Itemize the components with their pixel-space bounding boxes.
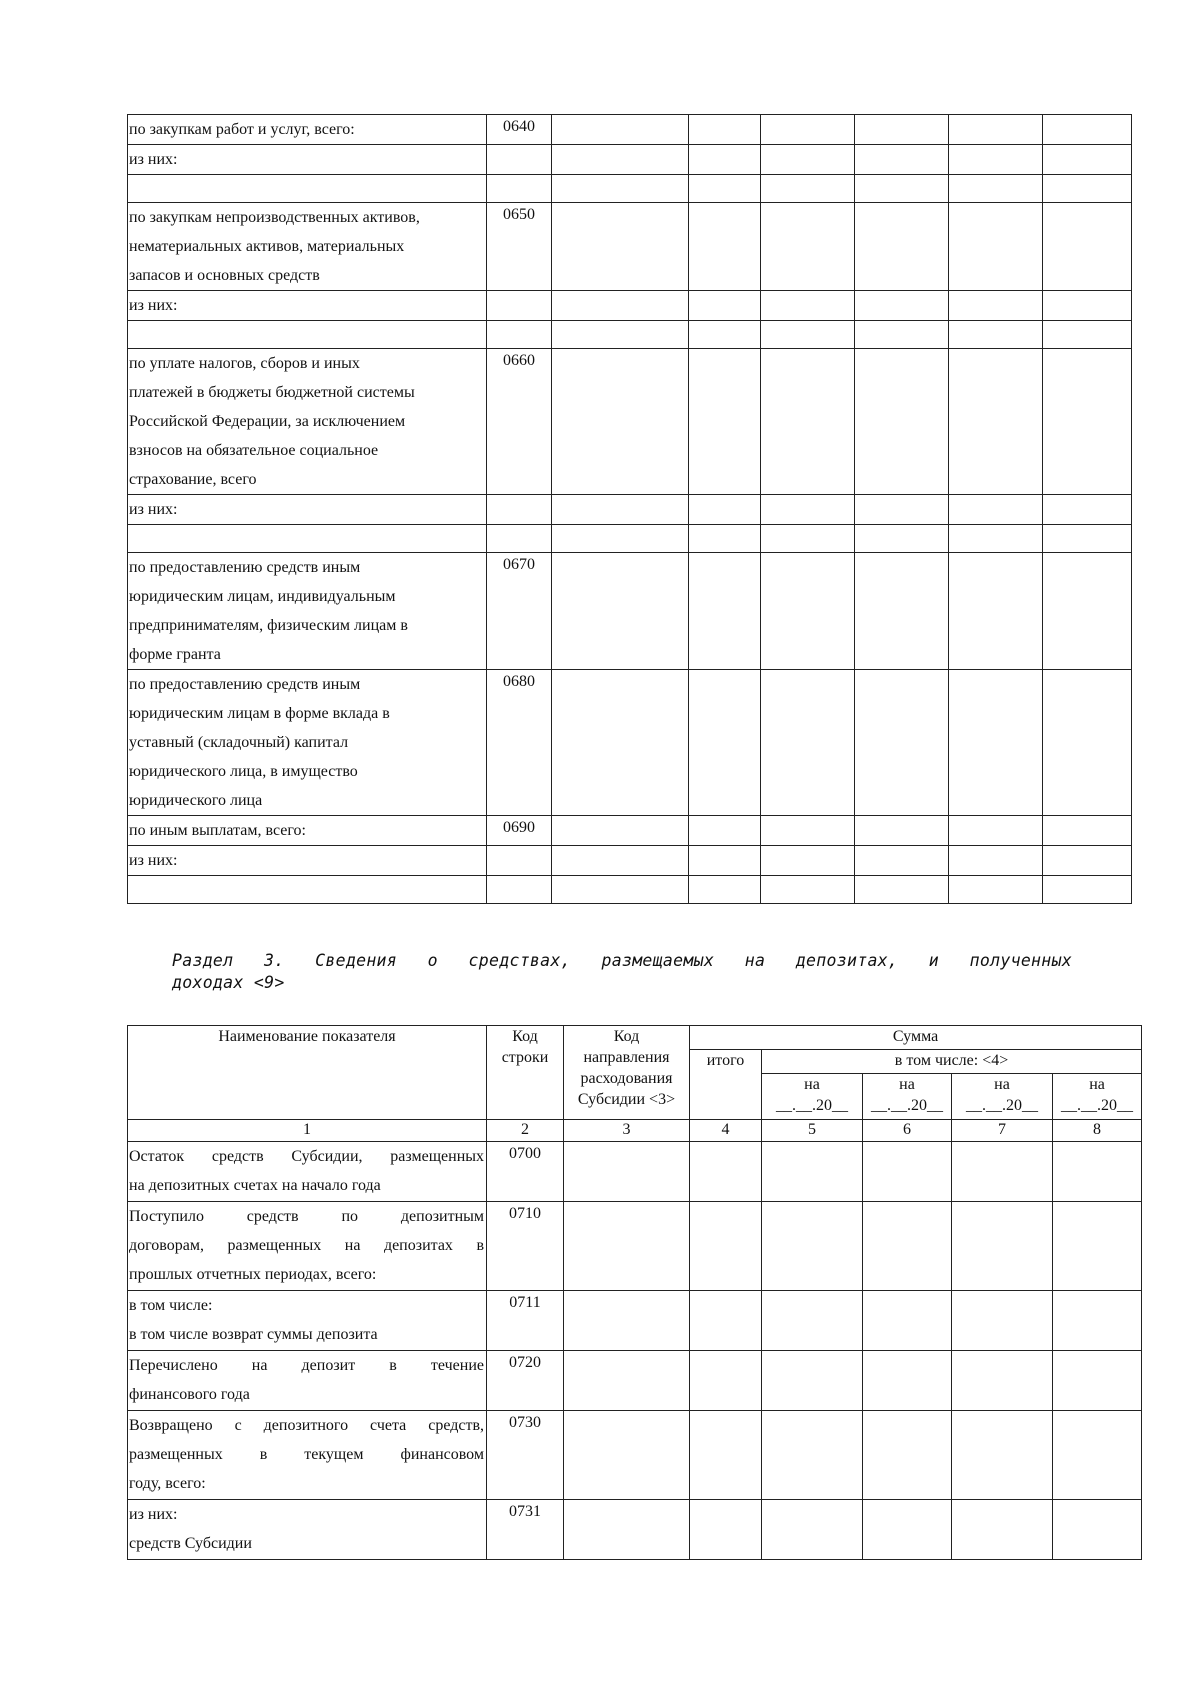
indicator-name xyxy=(128,670,487,816)
header-date-col7 xyxy=(952,1074,1053,1120)
value-cell xyxy=(952,1202,1053,1291)
row-code xyxy=(487,175,552,203)
table-row xyxy=(128,291,1132,321)
indicator-name xyxy=(128,1500,487,1560)
value-cell xyxy=(761,321,855,349)
table-row xyxy=(128,553,1132,670)
value-cell xyxy=(949,115,1043,145)
value-cell xyxy=(855,846,949,876)
header-direction-line1: Код xyxy=(613,1028,640,1045)
value-cell xyxy=(761,145,855,175)
value-cell xyxy=(855,525,949,553)
indicator-name xyxy=(128,1411,487,1500)
value-cell xyxy=(689,203,761,291)
section-3-title xyxy=(172,950,1072,994)
value-cell xyxy=(1043,846,1132,876)
indicator-name-line: из них: xyxy=(129,297,178,314)
column-number: 3 xyxy=(564,1120,690,1142)
table-row xyxy=(128,321,1132,349)
row-code xyxy=(487,525,552,553)
indicator-name xyxy=(128,145,487,175)
value-cell xyxy=(552,175,689,203)
row-code xyxy=(487,846,552,876)
value-cell xyxy=(552,115,689,145)
value-cell xyxy=(1043,115,1132,145)
indicator-name-line: договорам, размещенных на депозитах в xyxy=(129,1237,484,1254)
indicator-name-line: Перечислено на депозит в течение xyxy=(129,1357,484,1374)
table-row xyxy=(128,816,1132,846)
value-cell xyxy=(855,203,949,291)
value-cell xyxy=(863,1411,952,1500)
value-cell xyxy=(552,846,689,876)
header-date-col6 xyxy=(863,1074,952,1120)
header-direction-line4: Субсидии <3> xyxy=(577,1091,676,1108)
indicator-name xyxy=(128,1202,487,1291)
value-cell xyxy=(949,145,1043,175)
table-row xyxy=(128,115,1132,145)
row-code: 0700 xyxy=(487,1142,564,1202)
value-cell xyxy=(552,203,689,291)
indicator-name-line: Поступило средств по депозитным xyxy=(129,1208,484,1225)
value-cell xyxy=(1043,670,1132,816)
value-cell xyxy=(1043,145,1132,175)
table-row xyxy=(128,1411,1142,1500)
value-cell xyxy=(855,876,949,904)
indicator-name xyxy=(128,349,487,495)
value-cell xyxy=(761,816,855,846)
value-cell xyxy=(1043,495,1132,525)
value-cell xyxy=(855,349,949,495)
value-cell xyxy=(564,1351,690,1411)
header-row-code xyxy=(487,1026,564,1120)
indicator-name-line: Возвращено с депозитного счета средств, xyxy=(129,1417,484,1434)
value-cell xyxy=(949,816,1043,846)
value-cell xyxy=(949,495,1043,525)
table-row xyxy=(128,175,1132,203)
value-cell xyxy=(564,1500,690,1560)
value-cell xyxy=(689,145,761,175)
table-row xyxy=(128,349,1132,495)
value-cell xyxy=(855,670,949,816)
indicator-name-line: по предоставлению средств иным xyxy=(129,559,361,576)
value-cell xyxy=(949,553,1043,670)
value-cell xyxy=(564,1411,690,1500)
indicator-name-line: из них: xyxy=(129,852,178,869)
value-cell xyxy=(564,1202,690,1291)
value-cell xyxy=(1043,321,1132,349)
value-cell xyxy=(1043,291,1132,321)
table-row xyxy=(128,495,1132,525)
indicator-name-line: средств Субсидии xyxy=(129,1535,252,1552)
value-cell xyxy=(761,525,855,553)
row-code: 0730 xyxy=(487,1411,564,1500)
value-cell xyxy=(552,145,689,175)
indicator-name xyxy=(128,115,487,145)
value-cell xyxy=(761,175,855,203)
section-3-title-line2: доходах <9> xyxy=(172,973,285,992)
value-cell xyxy=(762,1351,863,1411)
indicator-name-line: форме гранта xyxy=(129,646,221,663)
value-cell xyxy=(952,1411,1053,1500)
column-number: 7 xyxy=(952,1120,1053,1142)
value-cell xyxy=(689,321,761,349)
row-code: 0690 xyxy=(487,816,552,846)
indicator-name-line: юридического лица xyxy=(129,792,263,809)
indicator-name-line: юридическим лицам, индивидуальным xyxy=(129,588,396,605)
value-cell xyxy=(1043,876,1132,904)
value-cell xyxy=(1053,1202,1142,1291)
indicator-name-line: по иным выплатам, всего: xyxy=(129,822,306,839)
table-row xyxy=(128,1351,1142,1411)
column-number: 1 xyxy=(128,1120,487,1142)
value-cell xyxy=(1043,203,1132,291)
row-code: 0660 xyxy=(487,349,552,495)
row-code xyxy=(487,876,552,904)
value-cell xyxy=(689,816,761,846)
value-cell xyxy=(761,846,855,876)
row-code xyxy=(487,291,552,321)
value-cell xyxy=(863,1500,952,1560)
value-cell xyxy=(690,1411,762,1500)
indicator-name xyxy=(128,1142,487,1202)
row-code xyxy=(487,321,552,349)
header-date-value: __.__.20__ xyxy=(1061,1097,1134,1114)
value-cell xyxy=(552,349,689,495)
value-cell xyxy=(949,876,1043,904)
header-direction-line2: направления xyxy=(583,1049,670,1066)
value-cell xyxy=(855,321,949,349)
indicator-name-line: в том числе возврат суммы депозита xyxy=(129,1326,378,1343)
value-cell xyxy=(761,495,855,525)
value-cell xyxy=(689,291,761,321)
value-cell xyxy=(761,553,855,670)
indicator-name xyxy=(128,495,487,525)
value-cell xyxy=(1043,553,1132,670)
row-code: 0680 xyxy=(487,670,552,816)
value-cell xyxy=(552,525,689,553)
indicator-name-line: размещенных в текущем финансовом xyxy=(129,1446,484,1463)
table-row xyxy=(128,1142,1142,1202)
indicator-name-line: по закупкам работ и услуг, всего: xyxy=(129,121,355,138)
indicator-name-line: по уплате налогов, сборов и иных xyxy=(129,355,360,372)
value-cell xyxy=(1043,816,1132,846)
expenses-table-continued xyxy=(127,114,1132,904)
header-date-value: __.__.20__ xyxy=(966,1097,1038,1114)
value-cell xyxy=(552,291,689,321)
value-cell xyxy=(552,816,689,846)
value-cell xyxy=(552,553,689,670)
value-cell xyxy=(1053,1291,1142,1351)
value-cell xyxy=(855,553,949,670)
indicator-name xyxy=(128,525,487,553)
indicator-name-line: на депозитных счетах на начало года xyxy=(129,1177,381,1194)
indicator-name-line: страхование, всего xyxy=(129,471,257,488)
value-cell xyxy=(762,1500,863,1560)
value-cell xyxy=(855,175,949,203)
value-cell xyxy=(762,1411,863,1500)
indicator-name-line: юридическим лицам в форме вклада в xyxy=(129,705,390,722)
value-cell xyxy=(1053,1500,1142,1560)
indicator-name-line: по закупкам непроизводственных активов, xyxy=(129,209,420,226)
value-cell xyxy=(690,1202,762,1291)
header-direction-code xyxy=(564,1026,690,1120)
value-cell xyxy=(690,1500,762,1560)
header-total: итого xyxy=(690,1050,762,1120)
table-row xyxy=(128,1500,1142,1560)
row-code: 0731 xyxy=(487,1500,564,1560)
value-cell xyxy=(949,846,1043,876)
value-cell xyxy=(761,203,855,291)
value-cell xyxy=(564,1291,690,1351)
header-date-label: на xyxy=(1089,1076,1105,1093)
value-cell xyxy=(762,1142,863,1202)
value-cell xyxy=(1053,1351,1142,1411)
indicator-name xyxy=(128,876,487,904)
header-indicator-name: Наименование показателя xyxy=(128,1026,487,1120)
row-code xyxy=(487,145,552,175)
value-cell xyxy=(949,670,1043,816)
value-cell xyxy=(855,115,949,145)
indicator-name-line: финансового года xyxy=(129,1386,250,1403)
indicator-name-line: прошлых отчетных периодах, всего: xyxy=(129,1266,377,1283)
deposits-table xyxy=(127,1025,1142,1560)
value-cell xyxy=(689,876,761,904)
table-row xyxy=(128,1202,1142,1291)
indicator-name-line: из них: xyxy=(129,501,178,518)
value-cell xyxy=(952,1351,1053,1411)
table-row xyxy=(128,145,1132,175)
value-cell xyxy=(689,115,761,145)
value-cell xyxy=(855,495,949,525)
column-number: 6 xyxy=(863,1120,952,1142)
indicator-name-line: Остаток средств Субсидии, размещенных xyxy=(129,1148,484,1165)
value-cell xyxy=(690,1351,762,1411)
indicator-name-line: Российской Федерации, за исключением xyxy=(129,413,406,430)
header-date-col5 xyxy=(762,1074,863,1120)
header-date-label: на xyxy=(899,1076,915,1093)
value-cell xyxy=(690,1142,762,1202)
table-row xyxy=(128,876,1132,904)
row-code: 0650 xyxy=(487,203,552,291)
value-cell xyxy=(1053,1142,1142,1202)
value-cell xyxy=(552,495,689,525)
value-cell xyxy=(1043,349,1132,495)
table-row xyxy=(128,846,1132,876)
indicator-name xyxy=(128,1291,487,1351)
header-date-value: __.__.20__ xyxy=(871,1097,943,1114)
header-date-value: __.__.20__ xyxy=(776,1097,848,1114)
header-direction-line3: расходования xyxy=(580,1070,673,1087)
value-cell xyxy=(761,291,855,321)
value-cell xyxy=(855,291,949,321)
indicator-name-line: из них: xyxy=(129,1506,178,1523)
row-code: 0710 xyxy=(487,1202,564,1291)
value-cell xyxy=(949,291,1043,321)
value-cell xyxy=(855,145,949,175)
indicator-name-line: по предоставлению средств иным xyxy=(129,676,361,693)
indicator-name-line: запасов и основных средств xyxy=(129,267,320,284)
indicator-name xyxy=(128,553,487,670)
value-cell xyxy=(949,175,1043,203)
value-cell xyxy=(689,553,761,670)
header-date-label: на xyxy=(804,1076,820,1093)
value-cell xyxy=(689,175,761,203)
value-cell xyxy=(952,1142,1053,1202)
indicator-name xyxy=(128,321,487,349)
value-cell xyxy=(762,1291,863,1351)
row-code: 0640 xyxy=(487,115,552,145)
value-cell xyxy=(855,816,949,846)
value-cell xyxy=(689,846,761,876)
header-row-code-line1: Код xyxy=(512,1028,538,1045)
indicator-name xyxy=(128,175,487,203)
row-code: 0720 xyxy=(487,1351,564,1411)
value-cell xyxy=(552,321,689,349)
table-row xyxy=(128,670,1132,816)
header-row-code-line2: строки xyxy=(501,1049,549,1066)
value-cell xyxy=(1053,1411,1142,1500)
value-cell xyxy=(949,525,1043,553)
indicator-name-line: году, всего: xyxy=(129,1475,206,1492)
header-including: в том числе: <4> xyxy=(762,1050,1142,1074)
indicator-name xyxy=(128,203,487,291)
indicator-name-line: уставный (складочный) капитал xyxy=(129,734,349,751)
value-cell xyxy=(952,1291,1053,1351)
value-cell xyxy=(1043,525,1132,553)
column-number: 4 xyxy=(690,1120,762,1142)
value-cell xyxy=(689,349,761,495)
column-number: 5 xyxy=(762,1120,863,1142)
indicator-name xyxy=(128,291,487,321)
value-cell xyxy=(949,349,1043,495)
indicator-name-line: предпринимателям, физическим лицам в xyxy=(129,617,408,634)
column-number: 8 xyxy=(1053,1120,1142,1142)
indicator-name-line: юридического лица, в имущество xyxy=(129,763,358,780)
indicator-name-line: взносов на обязательное социальное xyxy=(129,442,379,459)
table-row xyxy=(128,525,1132,553)
value-cell xyxy=(761,876,855,904)
value-cell xyxy=(1043,175,1132,203)
value-cell xyxy=(552,876,689,904)
value-cell xyxy=(761,349,855,495)
indicator-name-line: нематериальных активов, материальных xyxy=(129,238,405,255)
column-number: 2 xyxy=(487,1120,564,1142)
value-cell xyxy=(949,203,1043,291)
row-code xyxy=(487,495,552,525)
indicator-name-line: из них: xyxy=(129,151,178,168)
table-row xyxy=(128,203,1132,291)
indicator-name xyxy=(128,1351,487,1411)
value-cell xyxy=(761,670,855,816)
value-cell xyxy=(690,1291,762,1351)
value-cell xyxy=(863,1142,952,1202)
value-cell xyxy=(689,495,761,525)
value-cell xyxy=(863,1291,952,1351)
value-cell xyxy=(863,1202,952,1291)
indicator-name xyxy=(128,846,487,876)
value-cell xyxy=(689,525,761,553)
header-sum: Сумма xyxy=(690,1026,1142,1050)
value-cell xyxy=(762,1202,863,1291)
indicator-name-line: в том числе: xyxy=(129,1297,213,1314)
value-cell xyxy=(689,670,761,816)
value-cell xyxy=(952,1500,1053,1560)
indicator-name-line: платежей в бюджеты бюджетной системы xyxy=(129,384,415,401)
row-code: 0711 xyxy=(487,1291,564,1351)
header-date-col8 xyxy=(1053,1074,1142,1120)
row-code: 0670 xyxy=(487,553,552,670)
table-row xyxy=(128,1291,1142,1351)
header-date-label: на xyxy=(994,1076,1010,1093)
value-cell xyxy=(863,1351,952,1411)
value-cell xyxy=(552,670,689,816)
section-3-title-line1: Раздел 3. Сведения о средствах, размещаемых на депозитах, и полученных xyxy=(172,951,1072,970)
value-cell xyxy=(564,1142,690,1202)
indicator-name xyxy=(128,816,487,846)
value-cell xyxy=(949,321,1043,349)
value-cell xyxy=(761,115,855,145)
